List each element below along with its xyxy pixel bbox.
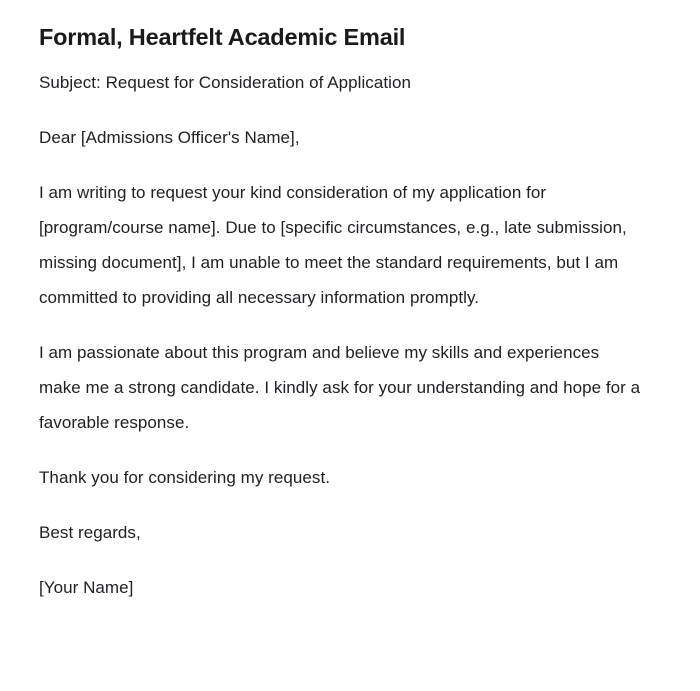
subject-line: Subject: Request for Consideration of Application xyxy=(39,73,411,92)
page-title: Formal, Heartfelt Academic Email xyxy=(39,24,406,50)
body-paragraph-1: I am writing to request your kind consideration of my application for [program/course name]. Due to [specific circumstances, e.g., late submission, missing document], I am unable to meet the standard requirements, but I am committed to providing all necessary information promptly. xyxy=(39,183,627,307)
closing-line: Best regards, xyxy=(39,523,141,542)
thanks-line: Thank you for considering my request. xyxy=(39,468,330,487)
salutation-line: Dear [Admissions Officer's Name], xyxy=(39,128,300,147)
signature-line: [Your Name] xyxy=(39,578,134,597)
email-body xyxy=(39,65,642,605)
body-paragraph-2: I am passionate about this program and believe my skills and experiences make me a strong candidate. I kindly ask for your understanding and hope for a favorable response. xyxy=(39,343,641,432)
